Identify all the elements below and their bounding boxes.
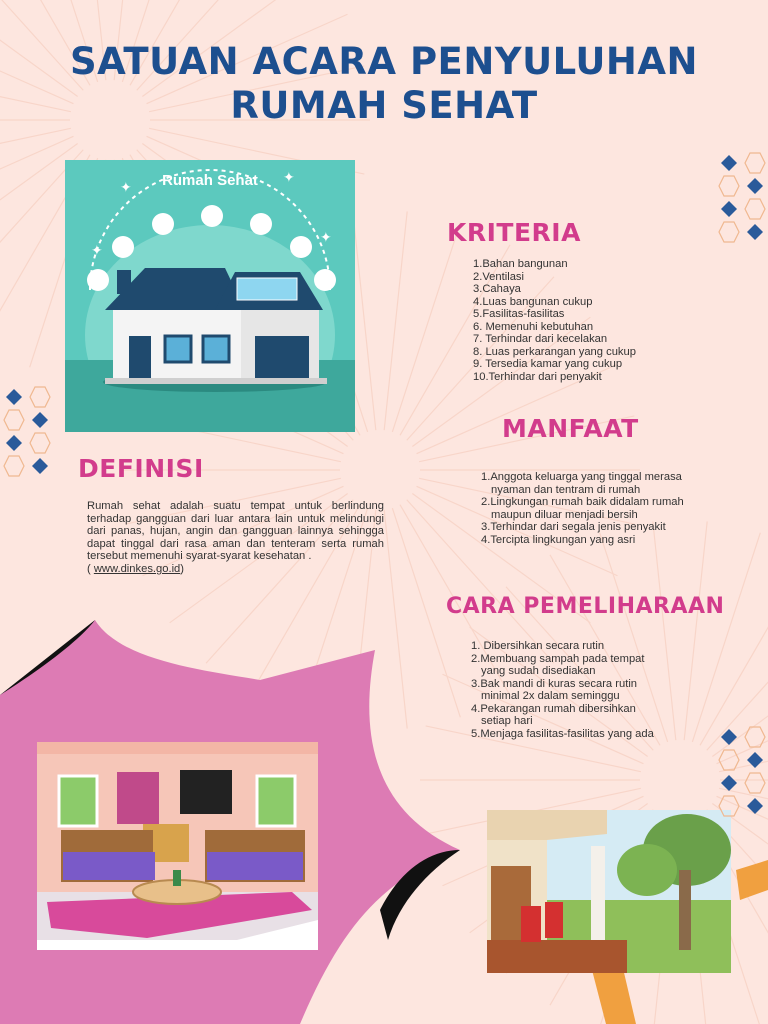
cara-item-line: 1. Dibersihkan secara rutin xyxy=(471,640,605,652)
diamond-shape xyxy=(721,201,737,217)
cara-item-line: 5.Menjaga fasilitas-fasilitas yang ada xyxy=(471,727,654,740)
hexagon-outline-shape xyxy=(745,727,765,747)
manfaat-item-line: 1.Anggota keluarga yang tinggal merasa xyxy=(481,471,682,483)
svg-text:✦: ✦ xyxy=(120,180,132,196)
hexagon-outline-shape xyxy=(745,773,765,793)
diamond-shape xyxy=(6,389,22,405)
manfaat-item-line: 3.Terhindar dari segala jenis penyakit xyxy=(481,521,666,533)
svg-text:✦: ✦ xyxy=(320,230,332,246)
house-illustration-label: Rumah Sehat xyxy=(162,172,258,189)
hexagon-outline-shape xyxy=(30,433,50,453)
diamond-shape xyxy=(747,752,763,768)
hexagon-outline-shape xyxy=(719,750,739,770)
definisi-source-prefix: ( xyxy=(87,562,94,575)
hexagon-outline-shape xyxy=(30,387,50,407)
hexagon-outline-shape xyxy=(719,222,739,242)
cara-item-line: 3.Bak mandi di kuras secara rutin xyxy=(471,677,638,690)
hexagon-outline-shape xyxy=(745,153,765,173)
kriteria-item-line: 9. Tersedia kamar yang cukup xyxy=(473,358,623,370)
diamond-shape xyxy=(6,435,22,451)
kriteria-item-line: 7. Terhindar dari kecelakan xyxy=(473,333,608,345)
diamond-shape xyxy=(721,729,737,745)
cara-item-line: 4.Pekarangan rumah dibersihkan xyxy=(471,702,636,715)
diamond-shape xyxy=(747,178,763,194)
kriteria-item-line: 1.Bahan bangunan xyxy=(473,258,568,270)
manfaat-item-line: maupun diluar menjadi bersih xyxy=(491,508,638,521)
kriteria-item-line: 4.Luas bangunan cukup xyxy=(473,295,593,308)
kriteria-item-line: 8. Luas perkarangan yang cukup xyxy=(473,345,636,358)
diamond-shape xyxy=(721,155,737,171)
manfaat-item-line: 4.Tercipta lingkungan yang asri xyxy=(481,533,636,546)
cara-heading: CARA PEMELIHARAAN xyxy=(446,594,725,619)
kriteria-item-line: 5.Fasilitas-fasilitas xyxy=(473,308,565,320)
cara-item-line: setiap hari xyxy=(481,715,533,727)
kriteria-item-line: 10.Terhindar dari penyakit xyxy=(473,370,602,383)
svg-text:✦: ✦ xyxy=(91,243,103,259)
cara-item-line: minimal 2x dalam seminggu xyxy=(481,690,620,702)
definisi-text: Rumah sehat adalah suatu tempat untuk berlindung terhadap gangguan dari luar antara lain untuk melindungi dari panas, hujan, angin dan gangguan lainnya sehingga dapat tinggal dari rasa aman dan tenteram serta rumah tersebut memenuhi syarat-syarat kesehatan . xyxy=(87,500,384,563)
hexagon-outline-shape xyxy=(4,410,24,430)
kriteria-item-line: 6. Memenuhi kebutuhan xyxy=(473,320,594,333)
diamond-shape xyxy=(747,224,763,240)
kriteria-item-line: 3.Cahaya xyxy=(473,283,521,295)
hexagon-outline-shape xyxy=(745,199,765,219)
svg-text:✦: ✦ xyxy=(283,170,295,186)
kriteria-heading: KRITERIA xyxy=(447,218,581,247)
diamond-shape xyxy=(721,775,737,791)
diamond-shape xyxy=(32,412,48,428)
diamond-shape xyxy=(32,458,48,474)
hexagon-outline-shape xyxy=(719,796,739,816)
hexagon-outline-shape xyxy=(719,176,739,196)
cara-item-line: yang sudah disediakan xyxy=(481,665,596,677)
manfaat-item-line: 2.Lingkungan rumah baik didalam rumah xyxy=(481,496,684,508)
dinkes-link[interactable]: www.dinkes.go.id xyxy=(93,562,181,575)
kriteria-item-line: 2.Ventilasi xyxy=(473,270,524,283)
title-line-2: RUMAH SEHAT xyxy=(230,84,538,127)
title-line-1: SATUAN ACARA PENYULUHAN xyxy=(69,40,699,83)
diamond-shape xyxy=(747,798,763,814)
definisi-source-suffix: ) xyxy=(180,562,185,575)
cara-item-line: 2.Membuang sampah pada tempat xyxy=(471,652,645,665)
manfaat-heading: MANFAAT xyxy=(502,414,639,443)
definisi-heading: DEFINISI xyxy=(78,454,204,483)
manfaat-item-line: nyaman dan tentram di rumah xyxy=(491,483,641,496)
hexagon-outline-shape xyxy=(4,456,24,476)
